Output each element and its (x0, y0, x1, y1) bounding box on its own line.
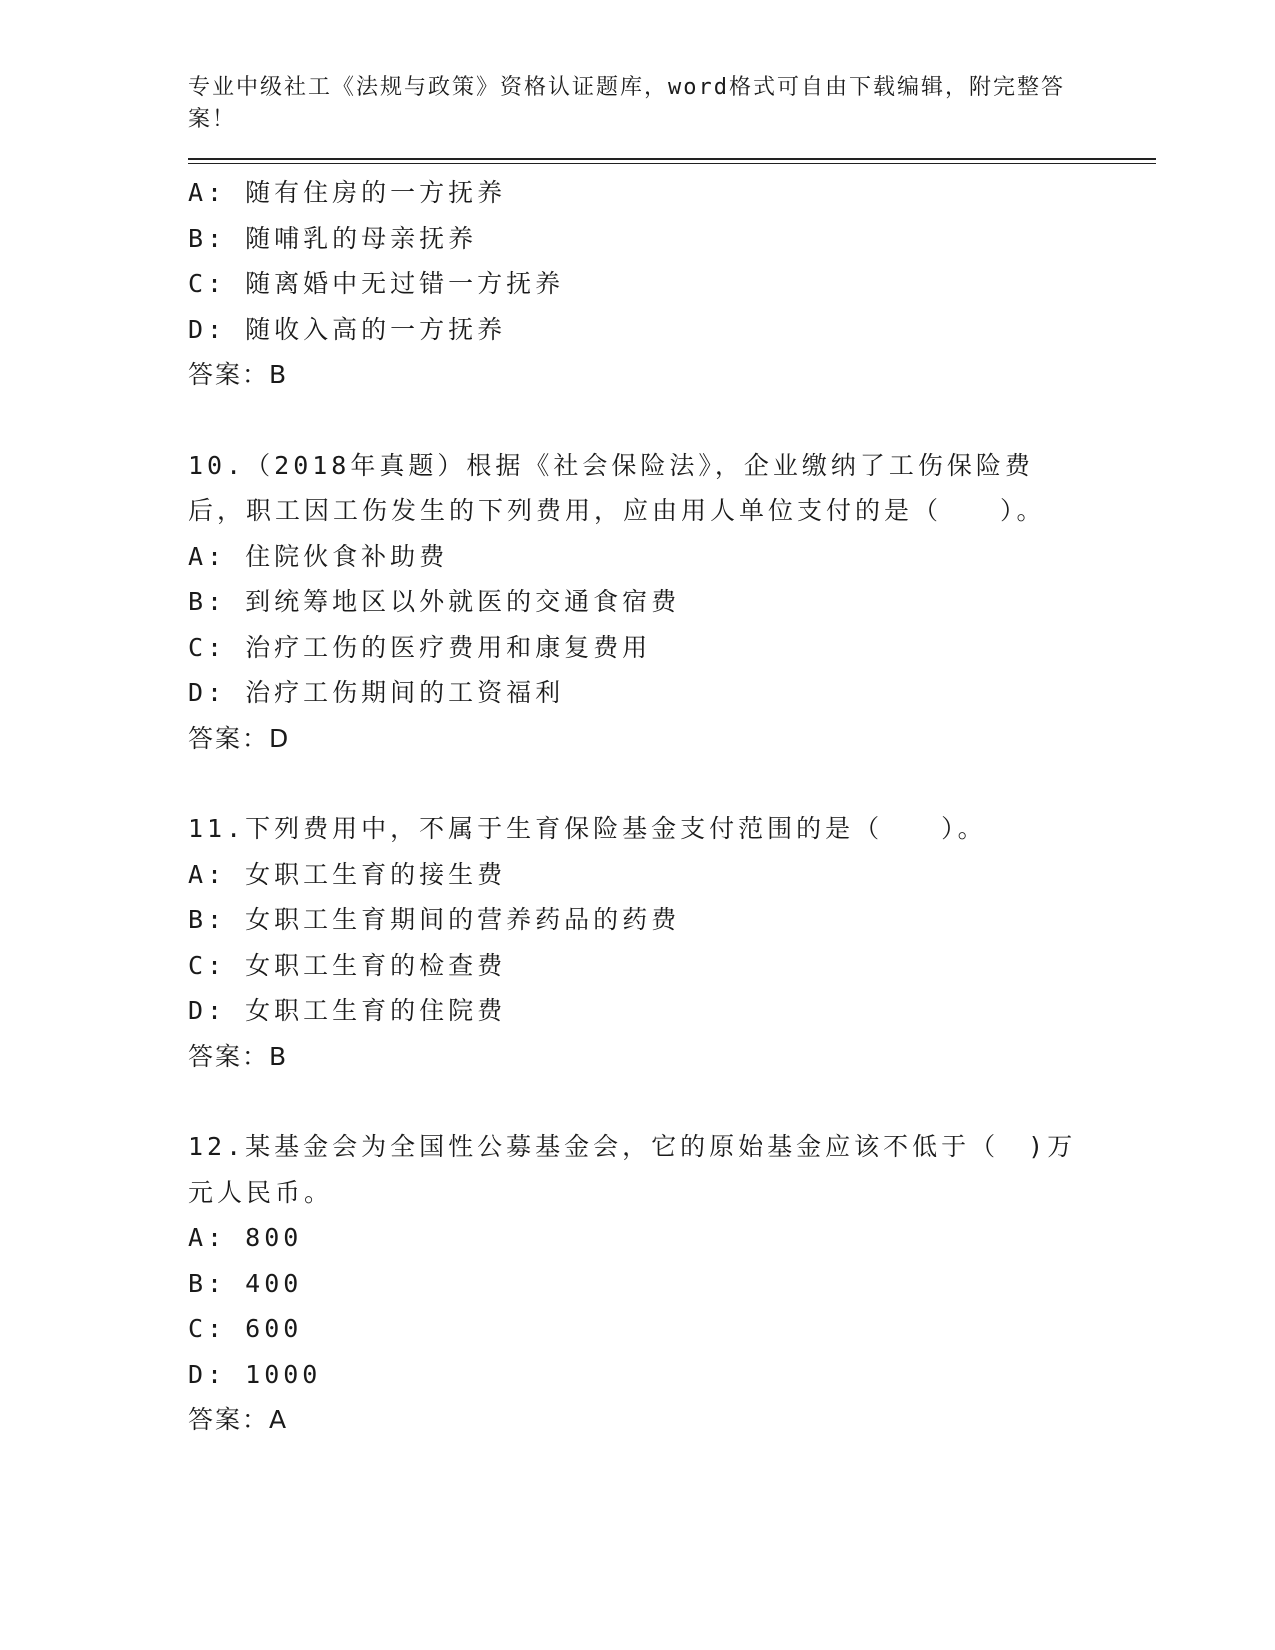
question-text: 11.下列费用中，不属于生育保险基金支付范围的是（ ）。 (188, 814, 987, 843)
question-9 (188, 170, 1148, 398)
option-a: A: 住院伙食补助费 (188, 541, 449, 571)
option-a: A: 女职工生育的接生费 (188, 859, 507, 889)
option-d: D: 治疗工伤期间的工资福利 (188, 678, 565, 707)
option-c: C: 随离婚中无过错一方抚养 (188, 269, 565, 298)
option-b: B: 随哺乳的母亲抚养 (188, 223, 478, 253)
answer: 答案：B (188, 1041, 289, 1071)
option-b: B: 到统筹地区以外就医的交通食宿费 (188, 587, 681, 616)
option-c: C: 治疗工伤的医疗费用和康复费用 (188, 632, 652, 662)
header-divider (188, 158, 1156, 164)
option-a: A: 800 (188, 1223, 303, 1252)
option-d: D: 随收入高的一方抚养 (188, 314, 507, 344)
option-c: C: 女职工生育的检查费 (188, 950, 507, 980)
option-b: B: 女职工生育期间的营养药品的药费 (188, 905, 681, 934)
question-10 (188, 443, 1148, 762)
option-d: D: 女职工生育的住院费 (188, 996, 507, 1025)
document-header: 专业中级社工《法规与政策》资格认证题库，word格式可自由下载编辑，附完整答案！ (188, 75, 1065, 132)
document-page (188, 72, 1148, 1443)
answer: 答案：B (188, 360, 289, 389)
question-11 (188, 806, 1148, 1079)
answer: 答案：D (188, 723, 291, 753)
question-text: 12.某基金会为全国性公募基金会，它的原始基金应该不低于（ )万元人民币。 (188, 1132, 1077, 1207)
option-a: A: 随有住房的一方抚养 (188, 178, 507, 207)
option-c: C: 600 (188, 1314, 303, 1343)
option-d: D: 1000 (188, 1359, 322, 1389)
option-b: B: 400 (188, 1268, 303, 1298)
question-12 (188, 1124, 1148, 1443)
question-text: 10.（2018年真题）根据《社会保险法》，企业缴纳了工伤保险费后，职工因工伤发生的下列费用，应由用人单位支付的是（ ）。 (188, 450, 1046, 525)
answer: 答案：A (188, 1405, 289, 1434)
